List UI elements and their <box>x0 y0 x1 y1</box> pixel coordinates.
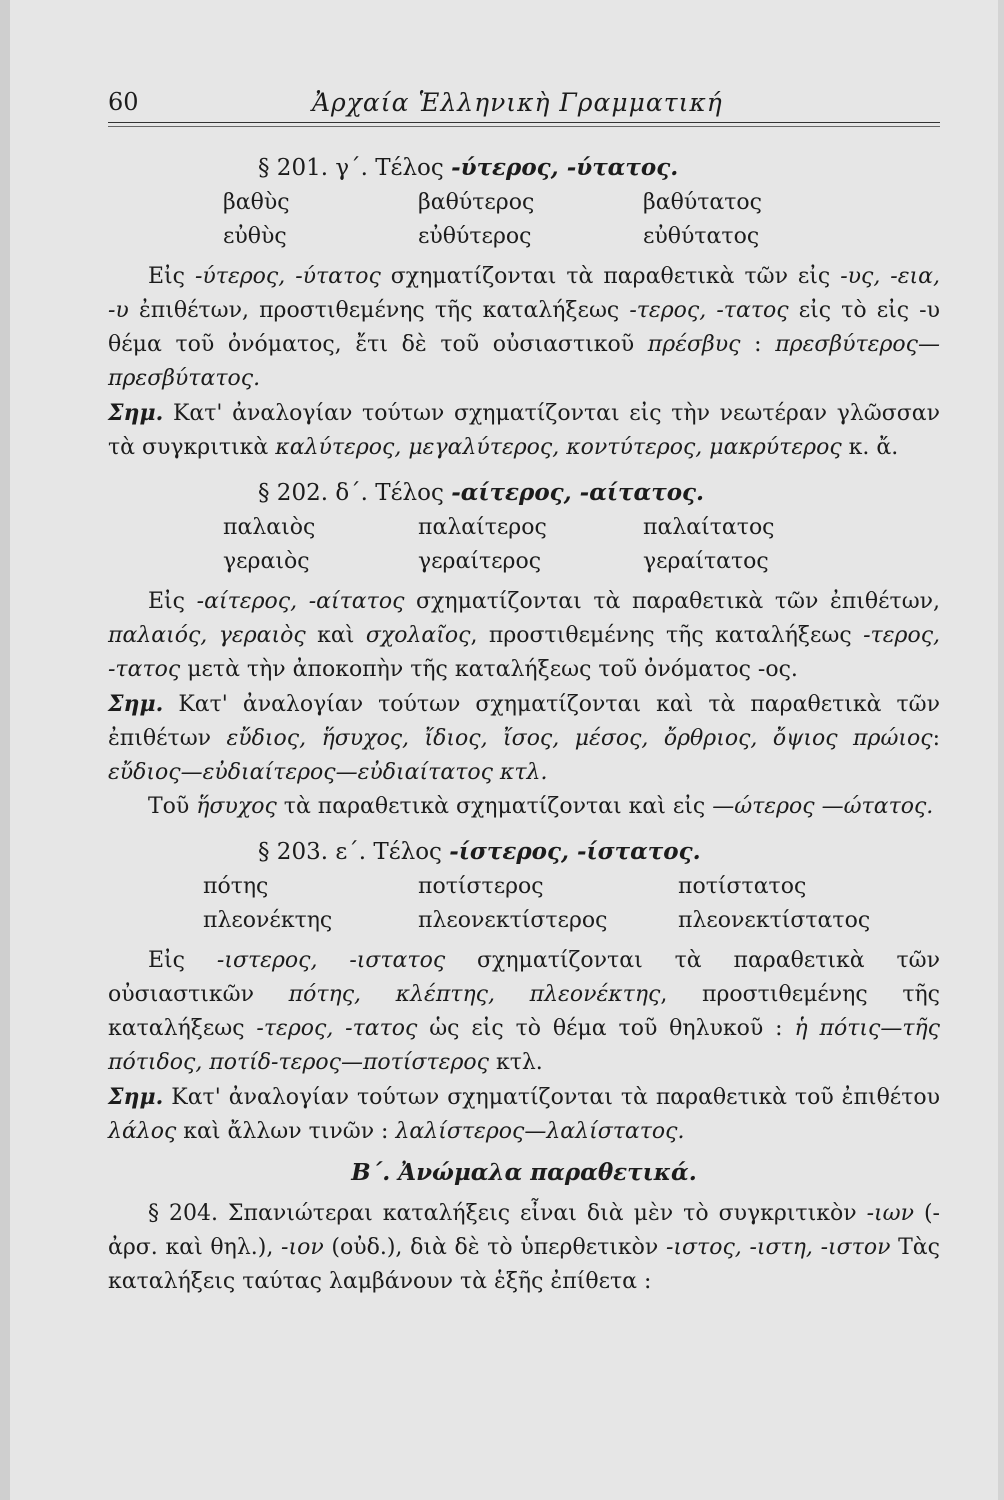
text-run: Τὰς καταλήξεις ταύτας λαμβάνουν τὰ ἑξῆς ἐπίθετα : <box>108 1235 940 1294</box>
text-run-italic: παλαιός, γεραιὸς <box>108 623 306 648</box>
text-run: καὶ ἄλλων τινῶν : <box>176 1119 396 1144</box>
text-run-italic: ἡ πότις—τῆς πότιδος, ποτίδ-τερος—ποτίστερος <box>108 1016 940 1075</box>
text-run: Κατ' ἀναλογίαν τούτων σχηματίζονται εἰς τὴν νεωτέραν γλῶσσαν τὰ συγκριτικὰ <box>108 401 940 460</box>
text-run: κτλ. <box>488 1050 543 1075</box>
text-run: Κατ' ἀναλογίαν τούτων σχηματίζονται τὰ παραθετικὰ τοῦ ἐπιθέτου <box>163 1085 940 1110</box>
text-run-italic: εὔδιος—εὐδιαίτερος—εὐδιαίτατος κτλ. <box>108 760 548 785</box>
section-202-endings: -αίτερος, -αίτατος. <box>451 479 705 506</box>
form-comparative: εὐθύτερος <box>418 224 532 249</box>
text-run: , προστιθεμένης τῆς καταλήξεως <box>108 982 940 1041</box>
form-superlative: γεραίτατος <box>643 549 769 574</box>
page-right-edge <box>998 0 1004 1500</box>
section-201-endings: -ύτερος, -ύτατος. <box>451 154 679 181</box>
form-superlative: πλεονεκτίστατος <box>678 908 871 933</box>
section-b-title <box>108 1155 940 1191</box>
text-run-italic: λαλίστερος—λαλίστατος. <box>395 1119 685 1144</box>
form-comparative: βαθύτερος <box>418 190 535 215</box>
note-label: Σημ. <box>108 400 164 426</box>
forms-row <box>108 511 940 545</box>
page-left-edge <box>0 0 10 1500</box>
text-run: καὶ <box>305 623 366 648</box>
text-run: Εἰς <box>148 948 217 973</box>
text-run: μετὰ τὴν ἀποκοπὴν τῆς καταλήξεως τοῦ ὀνόματος -ος. <box>180 657 798 682</box>
text-run: : <box>740 332 776 357</box>
text-run-italic: -τερος, -τατος <box>256 1016 418 1041</box>
text-run-italic: -τερος, -τατος <box>108 623 941 682</box>
form-comparative: παλαίτερος <box>418 515 547 540</box>
form-comparative: πλεονεκτίστερος <box>418 908 608 933</box>
form-positive: πλεονέκτης <box>203 908 333 933</box>
section-202-paragraph-2 <box>108 790 940 824</box>
text-run-italic: -ιστος, -ιστη, -ιστον <box>665 1235 891 1260</box>
text-run-italic: καλύτερος, μεγαλύτερος, κοντύτερος, μακρύτερος <box>275 435 842 460</box>
text-run: Εἰς <box>148 589 197 614</box>
text-run: σχηματίζονται τὰ παραθετικὰ τῶν οὐσιαστικῶν <box>108 948 940 1007</box>
section-203-endings: -ίστερος, -ίστατος. <box>449 838 701 865</box>
text-run: : <box>932 726 940 751</box>
header-rule <box>108 122 940 123</box>
text-run-italic: -ύτερος, -ύτατος <box>194 264 381 289</box>
running-title: Ἀρχαία Ἑλληνικὴ Γραμματική <box>312 88 723 117</box>
form-positive: εὐθὺς <box>223 224 287 249</box>
text-run-italic: -ιων <box>866 1201 914 1226</box>
section-201-heading <box>258 150 940 186</box>
text-run: , προστιθεμένης τῆς καταλήξεως <box>470 623 864 648</box>
text-run: κ. ἄ. <box>841 435 899 460</box>
header-rule-secondary <box>108 126 940 127</box>
note-label: Σημ. <box>108 1084 164 1110</box>
section-202-number: § 202. δ΄. Τέλος <box>258 480 452 506</box>
text-run-italic: πρέσβυς <box>647 332 741 357</box>
text-run-italic: —ώτερος —ώτατος. <box>712 794 934 819</box>
text-run: ὡς εἰς τὸ θέμα τοῦ θηλυκοῦ : <box>417 1016 795 1041</box>
text-run: Τοῦ <box>148 794 197 819</box>
form-positive: βαθὺς <box>223 190 290 215</box>
section-203-heading <box>258 834 940 870</box>
text-run: σχηματίζονται τὰ παραθετικὰ τῶν εἰς <box>380 264 841 289</box>
forms-row <box>108 545 940 579</box>
forms-row <box>108 186 940 220</box>
form-superlative: βαθύτατος <box>643 190 762 215</box>
section-201-note <box>108 396 940 465</box>
text-run: σχηματίζονται τὰ παραθετικὰ τῶν ἐπιθέτων, <box>404 589 940 614</box>
section-204-paragraph <box>108 1197 940 1299</box>
section-b-title-text: Β΄. Ἀνώμαλα παραθετικά. <box>351 1159 697 1186</box>
text-run-italic: ἥσυχος <box>196 794 277 819</box>
form-positive: πότης <box>203 874 269 899</box>
section-203-forms <box>108 870 940 938</box>
text-run-italic: -ιστερος, -ιστατος <box>216 948 446 973</box>
section-203-note <box>108 1080 940 1149</box>
form-comparative: γεραίτερος <box>418 549 542 574</box>
forms-row <box>108 220 940 254</box>
text-run: εἰς τὸ εἰς -υ θέμα τοῦ ὀνόματος, ἔτι δὲ τοῦ οὐσιαστικοῦ <box>108 298 940 357</box>
section-202-note <box>108 687 940 790</box>
section-201-paragraph <box>108 260 940 396</box>
text-run: τὰ παραθετικὰ σχηματίζονται καὶ εἰς <box>276 794 713 819</box>
text-run-italic: -τερος, -τατος <box>629 298 789 323</box>
text-run-italic: εὔδιος, ἥσυχος, ἴδιος, ἴσος, μέσος, ὄρθριος, ὄψιος πρώιος <box>226 726 933 751</box>
section-202-paragraph <box>108 585 940 687</box>
form-positive: παλαιὸς <box>223 515 316 540</box>
text-run: Κατ' ἀναλογίαν τούτων σχηματίζονται καὶ τὰ παραθετικὰ τῶν ἐπιθέτων <box>108 692 940 751</box>
form-positive: γεραιὸς <box>223 549 310 574</box>
form-superlative: ποτίστατος <box>678 874 807 899</box>
text-run: (οὐδ.), διὰ δὲ τὸ ὑπερθετικὸν <box>323 1235 666 1260</box>
section-203-number: § 203. ε΄. Τέλος <box>258 839 450 865</box>
form-comparative: ποτίστερος <box>418 874 544 899</box>
text-run-italic: πρεσβύτερος—πρεσβύτατος. <box>108 332 940 391</box>
text-run: § 204. Σπανιώτεραι καταλήξεις εἶναι διὰ μὲν τὸ συγκριτικὸν <box>148 1201 867 1226</box>
forms-row <box>108 904 940 938</box>
text-run-italic: -αίτερος, -αίτατος <box>196 589 405 614</box>
text-run-italic: -υς, -εια, -υ <box>108 264 940 323</box>
page-number: 60 <box>108 88 139 116</box>
form-superlative: παλαίτατος <box>643 515 775 540</box>
section-201-number: § 201. γ΄. Τέλος <box>258 155 452 181</box>
page-body <box>108 150 940 1299</box>
text-run-italic: πότης, κλέπτης, πλεονέκτης <box>288 982 661 1007</box>
text-run: ἐπιθέτων, προστιθεμένης τῆς καταλήξεως <box>128 298 630 323</box>
section-202-forms <box>108 511 940 579</box>
section-202-heading <box>258 475 940 511</box>
text-run-italic: λάλος <box>108 1119 177 1144</box>
text-run: Εἰς <box>148 264 195 289</box>
form-superlative: εὐθύτατος <box>643 224 760 249</box>
note-label: Σημ. <box>108 691 164 717</box>
text-run-italic: -ιον <box>281 1235 324 1260</box>
section-201-forms <box>108 186 940 254</box>
text-run-italic: σχολαῖος <box>365 623 471 648</box>
forms-row <box>108 870 940 904</box>
section-203-paragraph <box>108 944 940 1080</box>
text-run: (-ἀρσ. καὶ θηλ.), <box>108 1201 940 1260</box>
